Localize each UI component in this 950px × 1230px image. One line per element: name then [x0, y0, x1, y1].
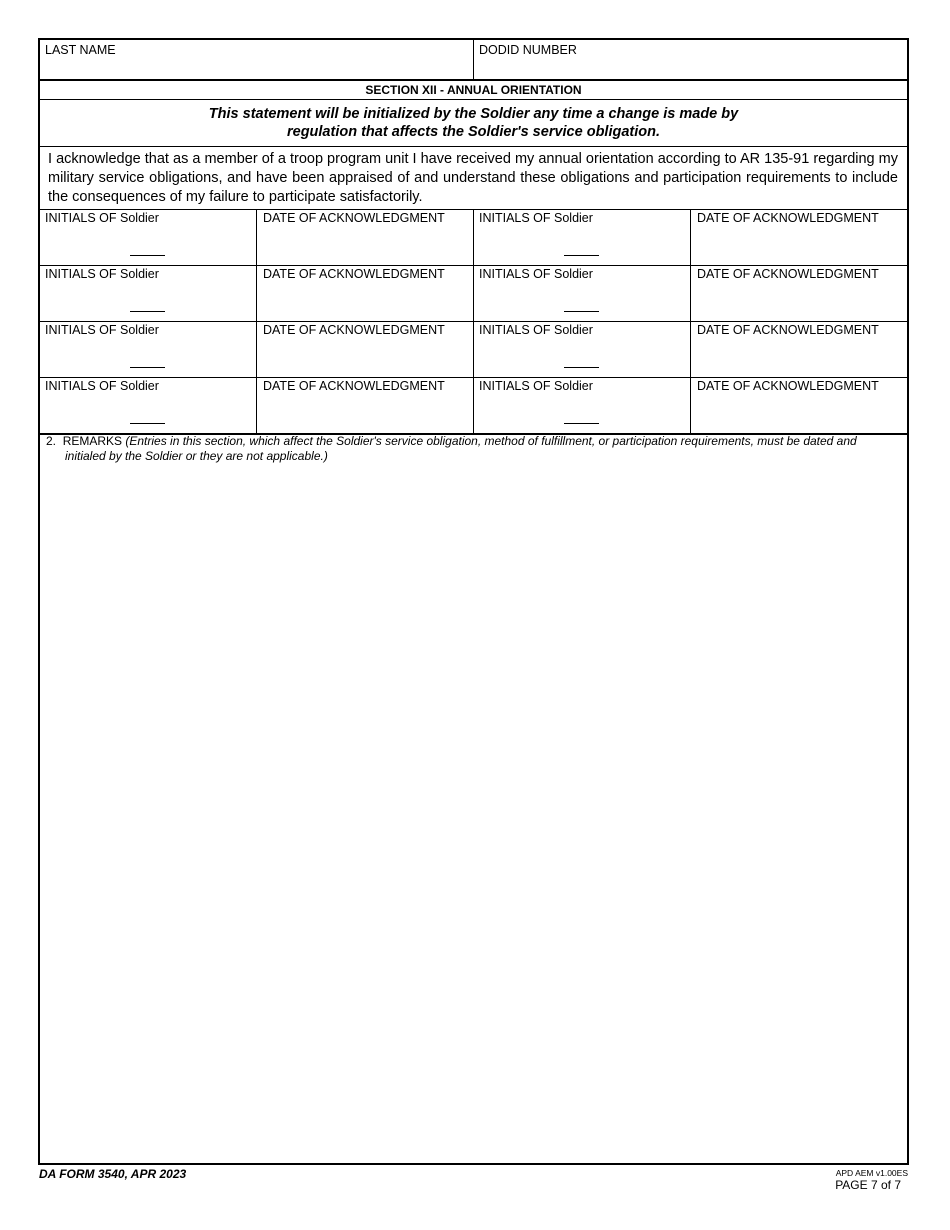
section-title: SECTION XII - ANNUAL ORIENTATION	[40, 81, 907, 100]
remarks-note: (Entries in this section, which affect the Soldier's service obligation, method of fulfillment, or participation requirements, must be dated and	[125, 434, 857, 448]
form-version: APD AEM v1.00ES	[835, 1168, 908, 1178]
initials-line	[130, 367, 165, 368]
page-number: PAGE 7 of 7	[835, 1178, 901, 1192]
date-label: DATE OF ACKNOWLEDGMENT	[263, 267, 445, 281]
initials-field[interactable]	[40, 322, 257, 377]
date-label: DATE OF ACKNOWLEDGMENT	[697, 267, 879, 281]
date-label: DATE OF ACKNOWLEDGMENT	[697, 211, 879, 225]
remarks-field[interactable]	[46, 434, 896, 464]
initials-line	[564, 367, 599, 368]
date-label: DATE OF ACKNOWLEDGMENT	[263, 211, 445, 225]
date-label: DATE OF ACKNOWLEDGMENT	[263, 323, 445, 337]
initials-field[interactable]	[474, 322, 691, 377]
date-label: DATE OF ACKNOWLEDGMENT	[263, 379, 445, 393]
grid-row	[40, 266, 907, 322]
instruction-line-1: This statement will be initialized by the Soldier any time a change is made by	[208, 106, 739, 122]
initials-field[interactable]	[474, 266, 691, 321]
last-name-field[interactable]	[40, 40, 474, 79]
initials-label: INITIALS OF Soldier	[479, 211, 593, 225]
instruction-line-2: regulation that affects the Soldier's service obligation.	[286, 124, 660, 140]
dodid-number-field[interactable]	[474, 40, 907, 79]
initials-label: INITIALS OF Soldier	[479, 379, 593, 393]
date-field[interactable]	[691, 322, 907, 377]
header-row	[40, 40, 907, 81]
initials-label: INITIALS OF Soldier	[45, 379, 159, 393]
instruction-statement	[40, 100, 907, 147]
initials-field[interactable]	[40, 266, 257, 321]
date-field[interactable]	[691, 210, 907, 265]
date-field[interactable]	[257, 210, 474, 265]
initials-line	[130, 255, 165, 256]
last-name-label: LAST NAME	[45, 43, 116, 57]
initials-label: INITIALS OF Soldier	[45, 267, 159, 281]
initials-line	[130, 423, 165, 424]
acknowledgment-text: I acknowledge that as a member of a troop program unit I have received my annual orientation according to AR 135-91 regarding my military service obligations, and have been appraised of and understand these obligations and participation requirements to include the consequences of my failure to participate satisfactorily.	[48, 151, 898, 205]
acknowledgment-grid	[40, 209, 907, 435]
date-field[interactable]	[257, 378, 474, 433]
remarks-label: REMARKS	[62, 434, 123, 448]
form-page	[38, 38, 909, 1165]
initials-label: INITIALS OF Soldier	[45, 211, 159, 225]
initials-field[interactable]	[40, 210, 257, 265]
initials-field[interactable]	[474, 210, 691, 265]
date-field[interactable]	[691, 378, 907, 433]
initials-line	[564, 311, 599, 312]
initials-field[interactable]	[40, 378, 257, 433]
grid-row	[40, 322, 907, 378]
date-field[interactable]	[257, 266, 474, 321]
initials-label: INITIALS OF Soldier	[45, 323, 159, 337]
initials-field[interactable]	[474, 378, 691, 433]
date-field[interactable]	[257, 322, 474, 377]
dodid-number-label: DODID NUMBER	[479, 43, 577, 57]
date-label: DATE OF ACKNOWLEDGMENT	[697, 379, 879, 393]
date-field[interactable]	[691, 266, 907, 321]
initials-line	[130, 311, 165, 312]
form-identifier: DA FORM 3540, APR 2023	[39, 1167, 187, 1181]
initials-label: INITIALS OF Soldier	[479, 323, 593, 337]
initials-line	[564, 255, 599, 256]
grid-row	[40, 210, 907, 266]
initials-line	[564, 423, 599, 424]
remarks-number: 2.	[46, 434, 57, 448]
grid-row	[40, 378, 907, 435]
date-label: DATE OF ACKNOWLEDGMENT	[697, 323, 879, 337]
remarks-note-continued: initialed by the Soldier or they are not applicable.)	[65, 449, 328, 463]
initials-label: INITIALS OF Soldier	[479, 267, 593, 281]
